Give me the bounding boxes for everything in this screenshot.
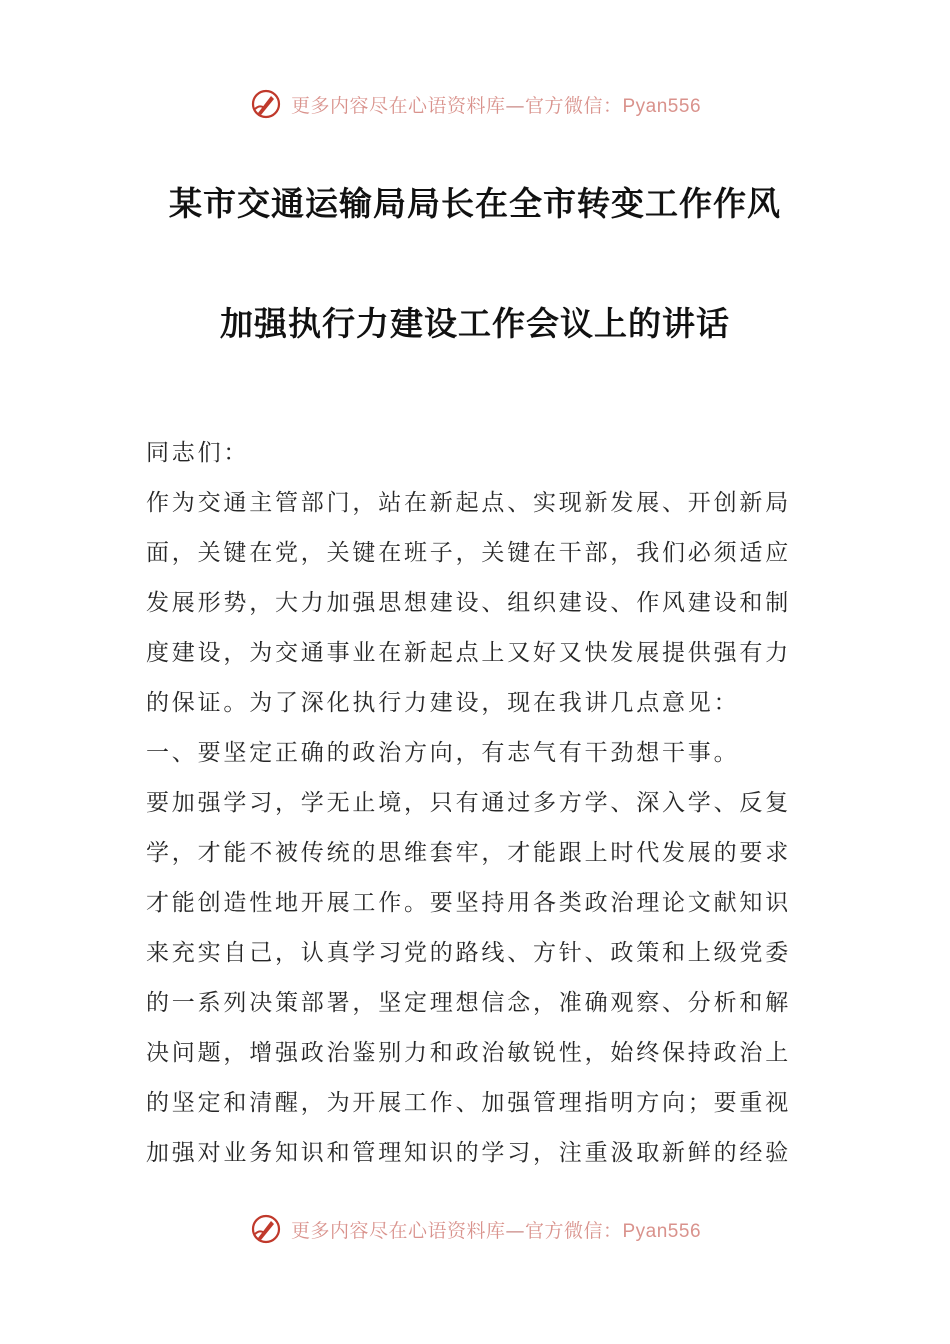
watermark-text: 更多内容尽在心语资料库—官方微信：Pyan556 [290,94,702,117]
body-line: 决问题，增强政治鉴别力和政治敏锐性，始终保持政治上 [146,1040,791,1066]
document-body [146,428,806,1178]
body-line: 加强对业务知识和管理知识的学习，注重汲取新鲜的经验 [146,1140,791,1166]
body-line: 才能创造性地开展工作。要坚持用各类政治理论文献知识 [146,890,791,916]
body-line: 作为交通主管部门，站在新起点、实现新发展、开创新局 [146,490,791,516]
body-line: 要加强学习，学无止境，只有通过多方学、深入学、反复 [146,790,791,816]
document-title-line-1: 某市交通运输局局长在全市转变工作作风 [169,184,781,223]
body-line: 发展形势，大力加强思想建设、组织建设、作风建设和制 [146,590,791,616]
watermark-text: 更多内容尽在心语资料库—官方微信：Pyan556 [290,1219,702,1242]
body-line: 学，才能不被传统的思维套牢，才能跟上时代发展的要求 [146,840,791,866]
section-heading: 一、要坚定正确的政治方向，有志气有干劲想干事。 [146,740,740,766]
body-line: 的一系列决策部署，坚定理想信念，准确观察、分析和解 [146,990,791,1016]
body-line: 的保证。为了深化执行力建设，现在我讲几点意见： [146,690,740,716]
salutation: 同志们： [146,440,250,466]
body-line: 来充实自己，认真学习党的路线、方针、政策和上级党委 [146,940,791,966]
pen-nib-logo-icon [249,87,283,121]
pen-nib-logo-icon [249,1212,283,1246]
body-line: 面，关键在党，关键在班子，关键在干部，我们必须适应 [146,540,791,566]
body-line: 的坚定和清醒，为开展工作、加强管理指明方向；要重视 [146,1090,791,1116]
header-watermark [0,84,950,124]
footer-watermark [0,1209,950,1249]
document-title-line-2: 加强执行力建设工作会议上的讲话 [220,304,730,343]
body-line: 度建设，为交通事业在新起点上又好又快发展提供强有力 [146,640,791,666]
